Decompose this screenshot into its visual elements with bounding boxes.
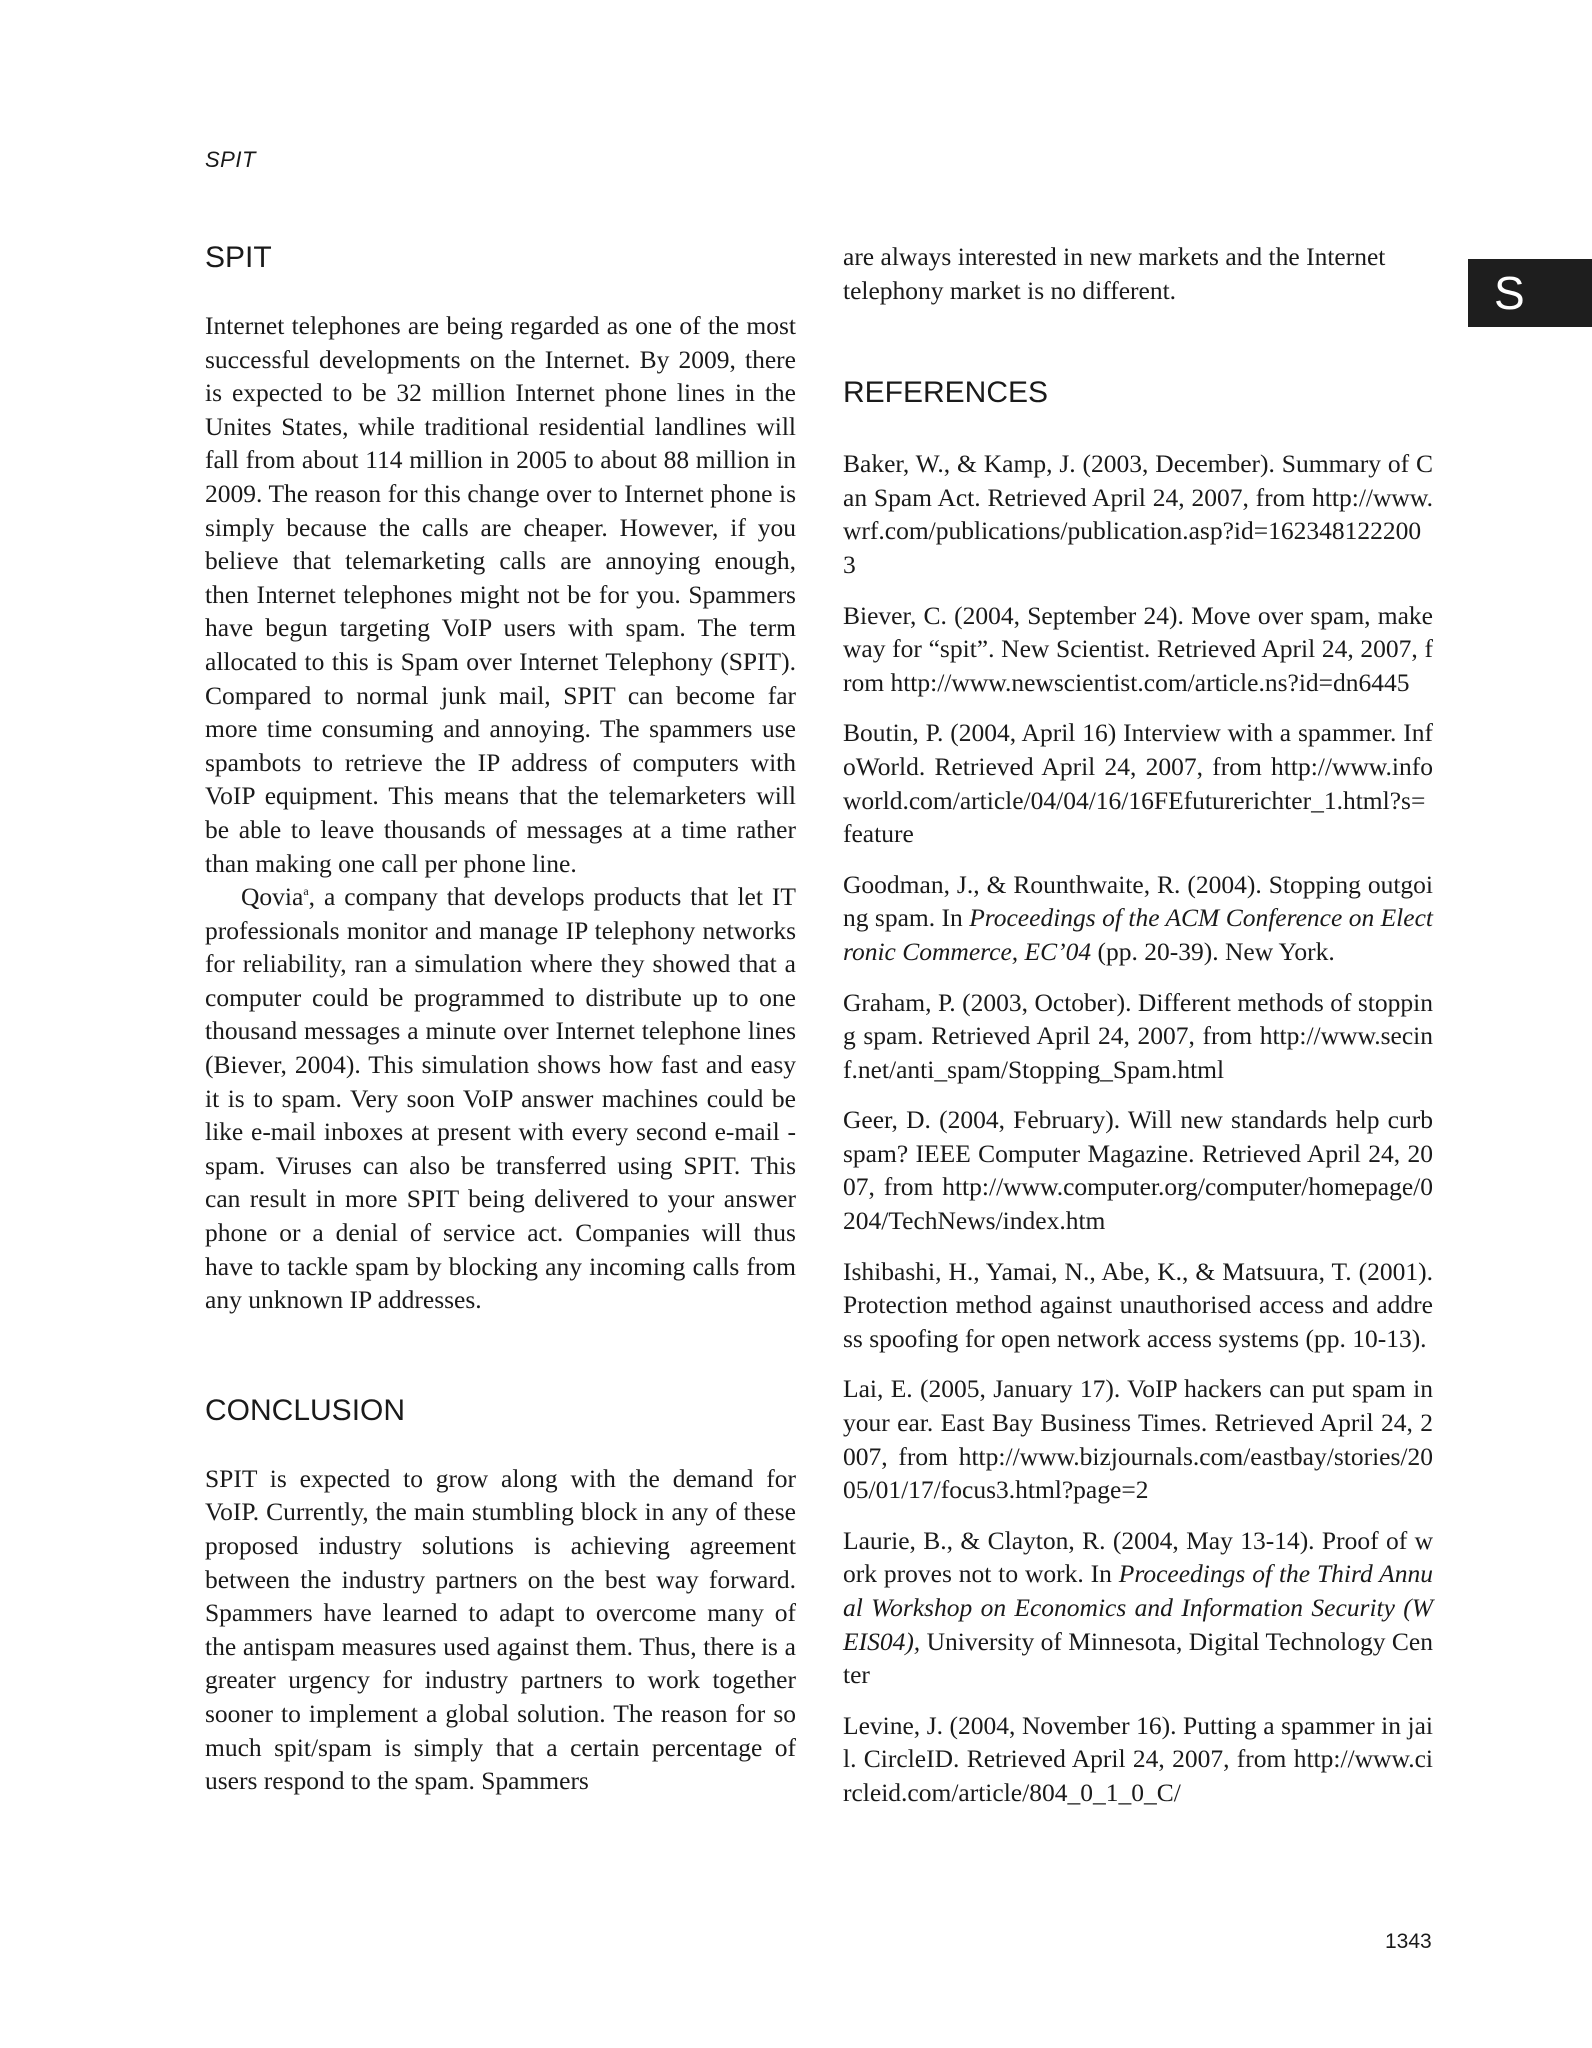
reference-item: Geer, D. (2004, February). Will new standards help curb spam? IEEE Computer Magazine. Retrieved April 24, 2007, from http://www.computer.org/computer/homepage/0204/TechNews/index.htm (843, 1105, 1433, 1236)
reference-item: Levine, J. (2004, November 16). Putting a spammer in jail. CircleID. Retrieved April 24, 2007, from http://www.circleid.com/article/804_0_1_0_C/ (843, 1710, 1433, 1807)
body-paragraph: SPIT is expected to grow along with the demand for VoIP. Currently, the main stumbling block in any of these proposed industry solutions is achieving agreement between the industry partners on the best way forward. Spammers have learned to adapt to overcome many of the antispam measures used against them. Thus, there is a greater urgency for industry partners to work together sooner to implement a global solution. The reason for so much spit/spam is simply that a certain percentage of users respond to the spam. Spammers (205, 1463, 796, 1796)
section-heading-conclusion: CONCLUSION (205, 1393, 406, 1427)
reference-item: Boutin, P. (2004, April 16) Interview with a spammer. InfoWorld. Retrieved April 24, 2007, from http://www.infoworld.com/article/04/04/16/16FEfuturerichter_1.html?s=feature (843, 718, 1433, 849)
right-column (843, 240, 1433, 1827)
reference-source-title: Proceedings of the ACM Conference on Electronic Commerce, EC’04 (843, 903, 1433, 966)
company-name: Qovia (241, 882, 304, 912)
reference-details: University of Minnesota, Digital Technology Center (843, 1626, 1433, 1690)
reference-list (843, 447, 1433, 1809)
reference-item: Graham, P. (2003, October). Different methods of stopping spam. Retrieved April 24, 2007, from http://www.secinf.net/anti_spam/Stopping_Spam.html (843, 987, 1433, 1084)
reference-item: Ishibashi, H., Yamai, N., Abe, K., & Matsuura, T. (2001). Protection method against unauthorised access and address spoofing for open network access systems (pp. 10-13). (843, 1256, 1433, 1353)
section-heading-spit: SPIT (205, 241, 272, 274)
thumb-index-tab: S (1468, 259, 1592, 327)
body-paragraph (205, 880, 796, 1317)
body-paragraph-continued: are always interested in new markets and the Internet telephony market is no different. (843, 242, 1386, 305)
section-heading-references: REFERENCES (843, 376, 1049, 410)
reference-item: Lai, E. (2005, January 17). VoIP hackers can put spam in your ear. East Bay Business Times. Retrieved April 24, 2007, from http://www.bizjournals.com/eastbay/stories/2005/01/17/focus3.html?page=2 (843, 1374, 1433, 1505)
reference-details: (pp. 20-39). New York. (1091, 936, 1335, 966)
paragraph-text: , a company that develops products that let IT professionals monitor and manage IP telephony networks for reliability, ran a simulation where they showed that a computer could be programmed to distribute up to one thousand messages a minute over Internet telephone lines (Biever, 2004). This simulation shows how fast and easy it is to spam. Very soon VoIP answer machines could be like e-mail inboxes at present with every second e-mail - spam. Viruses can also be transferred using SPIT. This can result in more SPIT being delivered to your answer phone or a denial of service act. Companies will thus have to tackle spam by blocking any incoming calls from any unknown IP addresses. (205, 882, 796, 1315)
left-column (205, 240, 796, 1798)
reference-source-title: Proceedings of the Third Annual Workshop on Economics and Information Security (WEIS04), (843, 1559, 1433, 1656)
running-head: SPIT (205, 147, 256, 172)
footnote-marker: a (303, 884, 309, 899)
reference-item (843, 868, 1433, 969)
reference-item: Biever, C. (2004, September 24). Move over spam, make way for “spit”. New Scientist. Retrieved April 24, 2007, from http://www.newscientist.com/article.ns?id=dn6445 (843, 600, 1433, 697)
reference-authors: Laurie, B., & Clayton, R. (2004, May 13-14). Proof of work proves not to work. In (843, 1525, 1433, 1589)
reference-item (843, 1524, 1433, 1692)
body-paragraph: Internet telephones are being regarded as one of the most successful developments on the Internet. By 2009, there is expected to be 32 million Internet phone lines in the Unites States, while traditional residential landlines will fall from about 114 million in 2005 to about 88 million in 2009. The reason for this change over to Internet phone is simply because the calls are cheaper. However, if you believe that telemarketing calls are annoying enough, then Internet telephones might not be for you. Spammers have begun targeting VoIP users with spam. The term allocated to this is Spam over Internet Telephony (SPIT). Compared to normal junk mail, SPIT can become far more time consuming and annoying. The spammers use spambots to retrieve the IP address of computers with VoIP equipment. This means that the telemarketers will be able to leave thousands of messages at a time rather than making one call per phone line. (205, 311, 796, 878)
page-number: 1343 (1385, 1930, 1432, 1953)
reference-authors: Goodman, J., & Rounthwaite, R. (2004). Stopping outgoing spam. In (843, 869, 1433, 933)
reference-item: Baker, W., & Kamp, J. (2003, December). Summary of Can Spam Act. Retrieved April 24, 2007, from http://www.wrf.com/publications/publication.asp?id=1623481222003 (843, 449, 1433, 579)
